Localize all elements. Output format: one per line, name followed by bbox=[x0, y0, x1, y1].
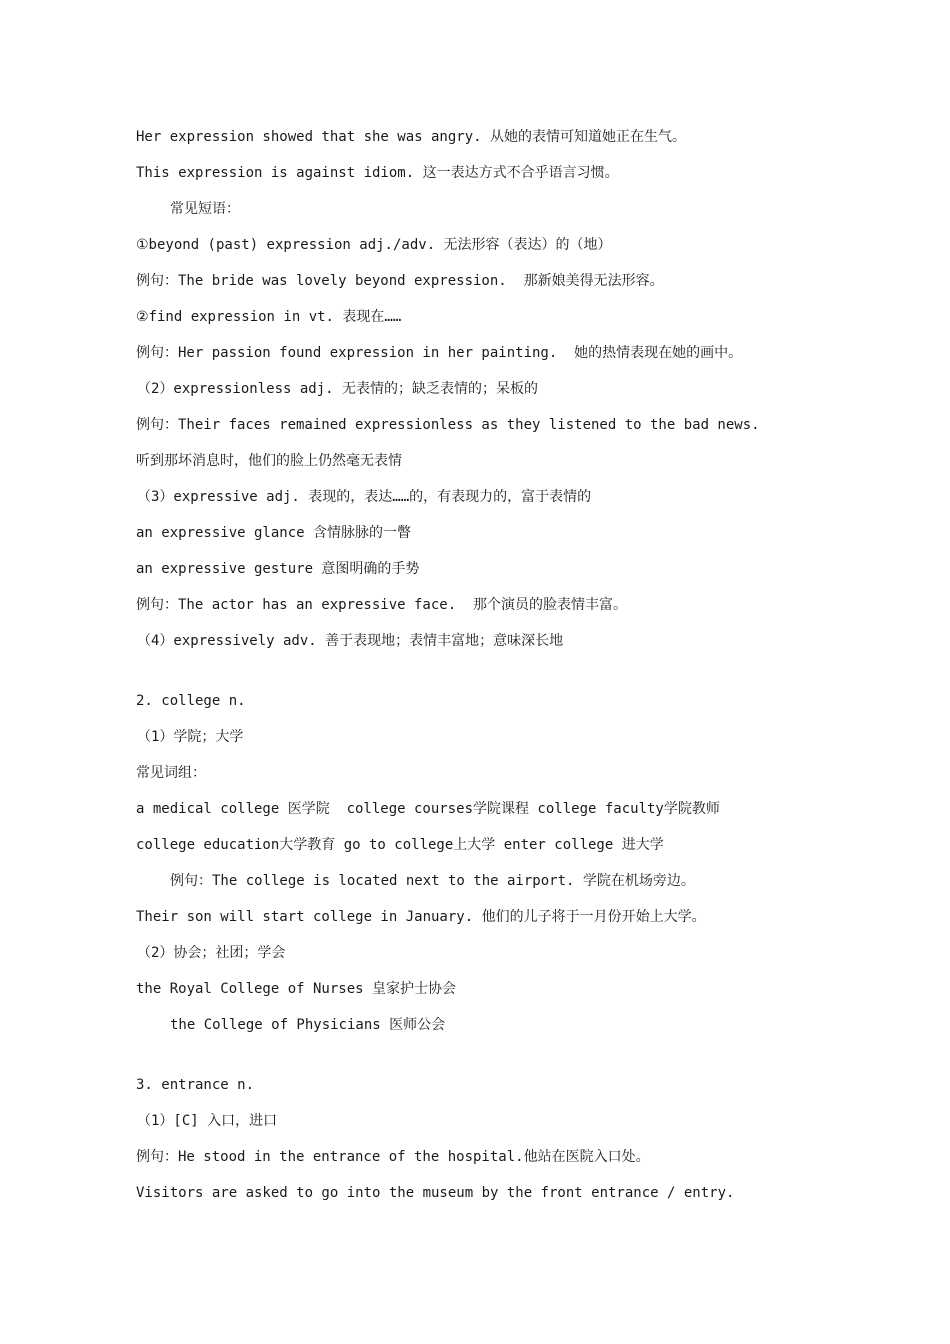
section-heading: 常见短语： bbox=[170, 201, 240, 217]
text-line: 听到那坏消息时，他们的脸上仍然毫无表情 bbox=[136, 453, 402, 469]
text-line: a medical college 医学院 college courses学院课程 college faculty学院教师 bbox=[136, 801, 720, 817]
text-line: an expressive glance 含情脉脉的一瞥 bbox=[136, 525, 412, 541]
text-line: （3）expressive adj. 表现的，表达……的，有表现力的，富于表情的 bbox=[137, 489, 592, 505]
text-line: Their son will start college in January. 他们的儿子将于一月份开始上大学。 bbox=[136, 909, 706, 925]
text-line: the Royal College of Nurses 皇家护士协会 bbox=[136, 981, 457, 997]
example-sentence: 例句：He stood in the entrance of the hospital.他站在医院入口处。 bbox=[136, 1149, 650, 1165]
text-line: （2）expressionless adj. 无表情的；缺乏表情的；呆板的 bbox=[137, 381, 539, 397]
text-line: an expressive gesture 意图明确的手势 bbox=[136, 561, 420, 577]
text-line: the College of Physicians 医师公会 bbox=[170, 1017, 446, 1033]
text-line: （2）协会；社团；学会 bbox=[137, 945, 286, 961]
text-line: This expression is against idiom. 这一表达方式不合乎语言习惯。 bbox=[136, 165, 619, 181]
example-sentence: 例句：The actor has an expressive face. 那个演员的脸表情丰富。 bbox=[136, 597, 628, 613]
example-sentence: 例句：Their faces remained expressionless as they listened to the bad news. bbox=[136, 417, 760, 433]
text-line: ①beyond (past) expression adj./adv. 无法形容（表达）的（地） bbox=[136, 237, 612, 253]
text-line: （1）[C] 入口，进口 bbox=[137, 1113, 278, 1129]
entry-heading: 2. college n. bbox=[136, 693, 246, 709]
text-line: college education大学教育 go to college上大学 enter college 进大学 bbox=[136, 837, 664, 853]
text-line: （4）expressively adv. 善于表现地；表情丰富地；意味深长地 bbox=[137, 633, 564, 649]
text-line: （1）学院；大学 bbox=[137, 729, 244, 745]
text-line: Visitors are asked to go into the museum by the front entrance / entry. bbox=[136, 1185, 735, 1201]
text-line: Her expression showed that she was angry. 从她的表情可知道她正在生气。 bbox=[136, 129, 687, 145]
example-sentence: 例句：The college is located next to the airport. 学院在机场旁边。 bbox=[170, 873, 695, 889]
example-sentence: 例句：Her passion found expression in her painting. 她的热情表现在她的画中。 bbox=[136, 345, 743, 361]
section-heading: 常见词组： bbox=[136, 765, 206, 781]
text-line: ②find expression in vt. 表现在…… bbox=[136, 309, 402, 325]
example-sentence: 例句：The bride was lovely beyond expression. 那新娘美得无法形容。 bbox=[136, 273, 664, 289]
entry-heading: 3. entrance n. bbox=[136, 1077, 255, 1093]
